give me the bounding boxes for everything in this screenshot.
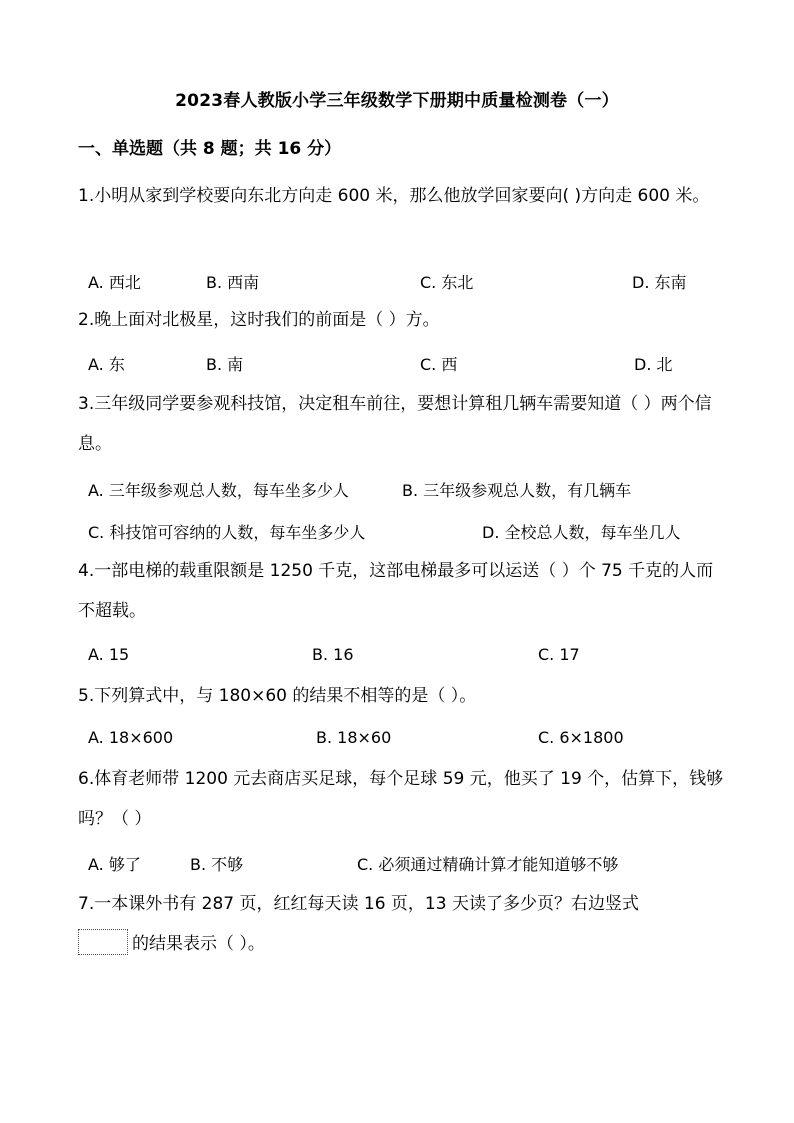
vertical-calculation-placeholder [78,929,128,955]
section-heading: 一、单选题（共 8 题；共 16 分） [78,139,342,159]
question-3-option-c[interactable]: C. 科技馆可容纳的人数，每车坐多少人 [88,523,366,542]
question-6-option-b[interactable]: B. 不够 [190,855,244,874]
question-3-option-b[interactable]: B. 三年级参观总人数，有几辆车 [402,481,632,500]
question-7-stem: 7.一本课外书有 287 页，红红每天读 16 页，13 天读了多少页？右边竖式 [78,894,639,914]
question-7-stem-continuation: 的结果表示（ ）。 [132,934,265,954]
question-4-stem: 4.一部电梯的载重限额是 1250 千克，这部电梯最多可以运送（ ）个 75 千克的人而不超载。 [78,561,714,621]
question-7-stem-line2 [78,924,724,964]
question-5-stem: 5.下列算式中，与 180×60 的结果不相等的是（ ）。 [78,686,477,706]
question-3-stem: 3.三年级同学要参观科技馆，决定租车前往，要想计算租几辆车需要知道（ ）两个信息。 [78,394,712,454]
question-2-option-a[interactable]: A. 东 [88,355,125,374]
question-4-option-c[interactable]: C. 17 [538,645,580,664]
question-6-option-a[interactable]: A. 够了 [88,855,141,874]
question-6-stem: 6.体育老师带 1200 元去商店买足球，每个足球 59 元，他买了 19 个，估算下，钱够吗？（ ） [78,769,724,829]
question-4-option-b[interactable]: B. 16 [312,645,354,664]
question-3-option-a[interactable]: A. 三年级参观总人数，每车坐多少人 [88,481,349,500]
question-2-option-b[interactable]: B. 南 [206,355,244,374]
question-2-option-d[interactable]: D. 北 [634,355,673,374]
question-2-stem: 2.晚上面对北极星，这时我们的前面是（ ）方。 [78,310,440,330]
question-1-option-c[interactable]: C. 东北 [420,273,474,292]
question-1-option-b[interactable]: B. 西南 [206,273,260,292]
question-2-option-c[interactable]: C. 西 [420,355,458,374]
question-5-option-c[interactable]: C. 6×1800 [538,728,624,747]
question-3-option-d[interactable]: D. 全校总人数，每车坐几人 [482,523,681,542]
question-5-option-a[interactable]: A. 18×600 [88,728,174,747]
question-1-option-a[interactable]: A. 西北 [88,273,141,292]
question-1-option-d[interactable]: D. 东南 [632,273,687,292]
question-6-option-c[interactable]: C. 必须通过精确计算才能知道够不够 [357,855,619,874]
question-1-stem: 1.小明从家到学校要向东北方向走 600 米，那么他放学回家要向( )方向走 600 米。 [78,186,710,206]
question-4-option-a[interactable]: A. 15 [88,645,130,664]
question-5-option-b[interactable]: B. 18×60 [316,728,392,747]
page-title: 2023春人教版小学三年级数学下册期中质量检测卷（一） [175,91,619,111]
